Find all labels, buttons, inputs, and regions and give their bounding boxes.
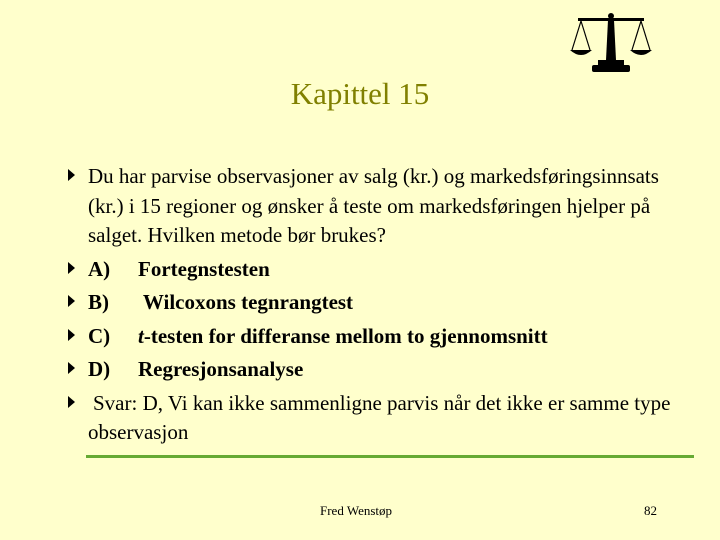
option-italic-prefix: t bbox=[138, 323, 144, 348]
option-letter: B) bbox=[88, 290, 109, 314]
triangle-bullet-icon bbox=[68, 329, 75, 341]
option-a bbox=[62, 255, 682, 285]
triangle-bullet-icon bbox=[68, 295, 75, 307]
option-text: Regresjonsanalyse bbox=[138, 357, 304, 381]
bullet-list bbox=[62, 162, 682, 452]
option-text: -testen for differanse mellom to gjennomsnitt bbox=[143, 323, 548, 348]
answer-bullet bbox=[62, 389, 682, 448]
option-c bbox=[62, 322, 682, 352]
triangle-bullet-icon bbox=[68, 169, 75, 181]
scales-of-justice-icon bbox=[568, 10, 654, 76]
triangle-bullet-icon bbox=[68, 396, 75, 408]
answer-text: Svar: D, Vi kan ikke sammenligne parvis når det ikke er samme type observasjon bbox=[88, 390, 671, 444]
page-number: 82 bbox=[644, 503, 657, 518]
option-text: Fortegnstesten bbox=[138, 256, 270, 281]
option-letter: A) bbox=[88, 256, 111, 281]
option-b bbox=[62, 288, 682, 318]
triangle-bullet-icon bbox=[68, 362, 75, 374]
footer-divider bbox=[86, 455, 694, 458]
triangle-bullet-icon bbox=[68, 262, 75, 274]
question-text: Du har parvise observasjoner av salg (kr.) og markedsføringsinnsats (kr.) i 15 regioner og ønsker å teste om markedsføringen hjelper på salget. Hvilken metode bør brukes? bbox=[88, 164, 659, 247]
option-d bbox=[62, 355, 682, 385]
slide-title: Kapittel 15 bbox=[290, 76, 430, 111]
question-bullet bbox=[62, 162, 682, 251]
option-text: Wilcoxons tegnrangtest bbox=[138, 290, 354, 314]
option-letter: D) bbox=[88, 357, 111, 381]
option-letter: C) bbox=[88, 323, 111, 348]
footer-author: Fred Wenstøp bbox=[320, 503, 393, 518]
